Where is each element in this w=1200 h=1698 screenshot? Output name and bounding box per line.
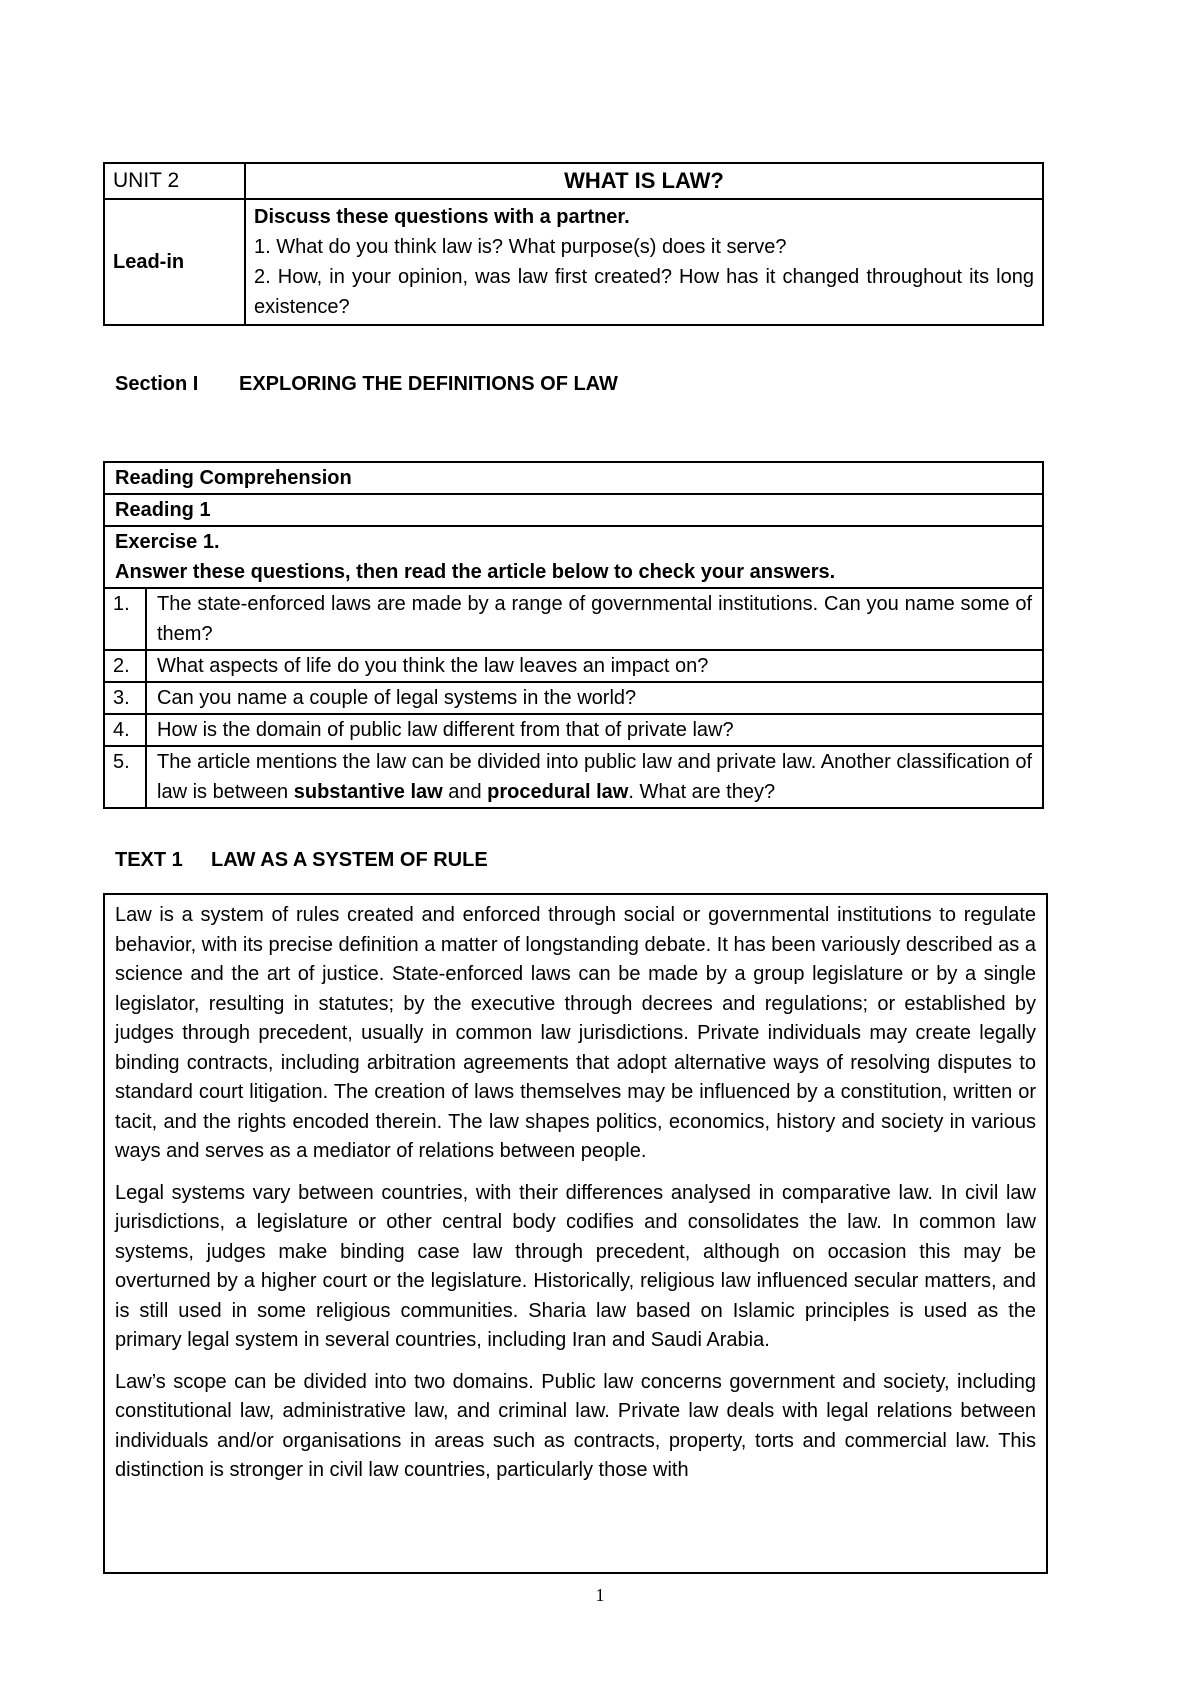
- question-text: The state-enforced laws are made by a range of governmental institutions. Can you name some of them?: [146, 588, 1043, 650]
- question-row: [104, 650, 1043, 682]
- question-text-part: . What are they?: [628, 781, 776, 803]
- article-text-box: [103, 893, 1048, 1574]
- question-number: 5.: [104, 746, 146, 808]
- exercise-label: Exercise 1.: [115, 531, 220, 553]
- section-number: Section I: [115, 373, 199, 395]
- leadin-instruction: Discuss these questions with a partner.: [254, 206, 630, 228]
- leadin-questions: [245, 199, 1043, 325]
- question-row: [104, 746, 1043, 808]
- article-paragraph: Law’s scope can be divided into two domains. Public law concerns government and society, including constitutional law, administrative law, and criminal law. Private law deals with legal relations between individuals and/or organisations in areas such as contracts, property, torts and commercial law. This distinction is stronger in civil law countries, particularly those with: [115, 1370, 1036, 1481]
- question-text-part: The article mentions the law can be divided into public law and private law. Another classification of law is between: [157, 751, 1032, 803]
- unit-label: UNIT 2: [104, 163, 245, 199]
- question-text: What aspects of life do you think the law leaves an impact on?: [146, 650, 1043, 682]
- leadin-question-2: 2. How, in your opinion, was law first created? How has it changed throughout its long existence?: [254, 266, 1034, 318]
- leadin-question-1: 1. What do you think law is? What purpose(s) does it serve?: [254, 236, 787, 258]
- question-number: 1.: [104, 588, 146, 650]
- exercise-cell: [104, 526, 1043, 588]
- question-row: [104, 714, 1043, 746]
- substantive-law-term: substantive law: [293, 781, 443, 803]
- question-number: 4.: [104, 714, 146, 746]
- question-text: Can you name a couple of legal systems in the world?: [146, 682, 1043, 714]
- text-number: TEXT 1: [115, 849, 183, 871]
- page-number: 1: [595, 1585, 605, 1605]
- exercise-instruction: Answer these questions, then read the article below to check your answers.: [115, 561, 836, 583]
- article-paragraph: Law is a system of rules created and enforced through social or governmental institutions to regulate behavior, with its precise definition a matter of longstanding debate. It has been variously described as a science and the art of justice. State-enforced laws can be made by a group legislature or by a single legislator, resulting in statutes; by the executive through decrees and regulations; or established by judges through precedent, usually in common law jurisdictions. Private individuals may create legally binding contracts, including arbitration agreements that adopt alternative ways of resolving disputes to standard court litigation. The creation of laws themselves may be influenced by a constitution, written or tacit, and the rights encoded therein. The law shapes politics, economics, history and society in various ways and serves as a mediator of relations between people.: [115, 904, 1036, 1162]
- section-heading: [115, 373, 618, 396]
- procedural-law-term: procedural law: [487, 781, 629, 803]
- text-heading: [115, 849, 488, 872]
- article-paragraph: Legal systems vary between countries, with their differences analysed in comparative law. In civil law jurisdictions, a legislature or other central body codifies and consolidates the law. In common law systems, judges make binding case law through precedent, although on occasion this may be overturned by a higher court or the legislature. Historically, religious law influenced secular matters, and is still used in some religious communities. Sharia law based on Islamic principles is used as the primary legal system in several countries, including Iran and Saudi Arabia.: [115, 1181, 1036, 1351]
- question-number: 3.: [104, 682, 146, 714]
- reading-heading: Reading Comprehension: [104, 462, 1043, 494]
- reading-table: [103, 461, 1044, 809]
- question-row: [104, 588, 1043, 650]
- unit-table: [103, 162, 1044, 326]
- question-row: [104, 682, 1043, 714]
- question-text: [146, 746, 1043, 808]
- question-text: How is the domain of public law different from that of private law?: [146, 714, 1043, 746]
- section-title: EXPLORING THE DEFINITIONS OF LAW: [239, 373, 618, 395]
- question-number: 2.: [104, 650, 146, 682]
- leadin-label: Lead-in: [104, 199, 245, 325]
- text-title: LAW AS A SYSTEM OF RULE: [211, 849, 488, 871]
- reading-subheading: Reading 1: [104, 494, 1043, 526]
- question-text-part: and: [442, 781, 488, 803]
- unit-title: WHAT IS LAW?: [245, 163, 1043, 199]
